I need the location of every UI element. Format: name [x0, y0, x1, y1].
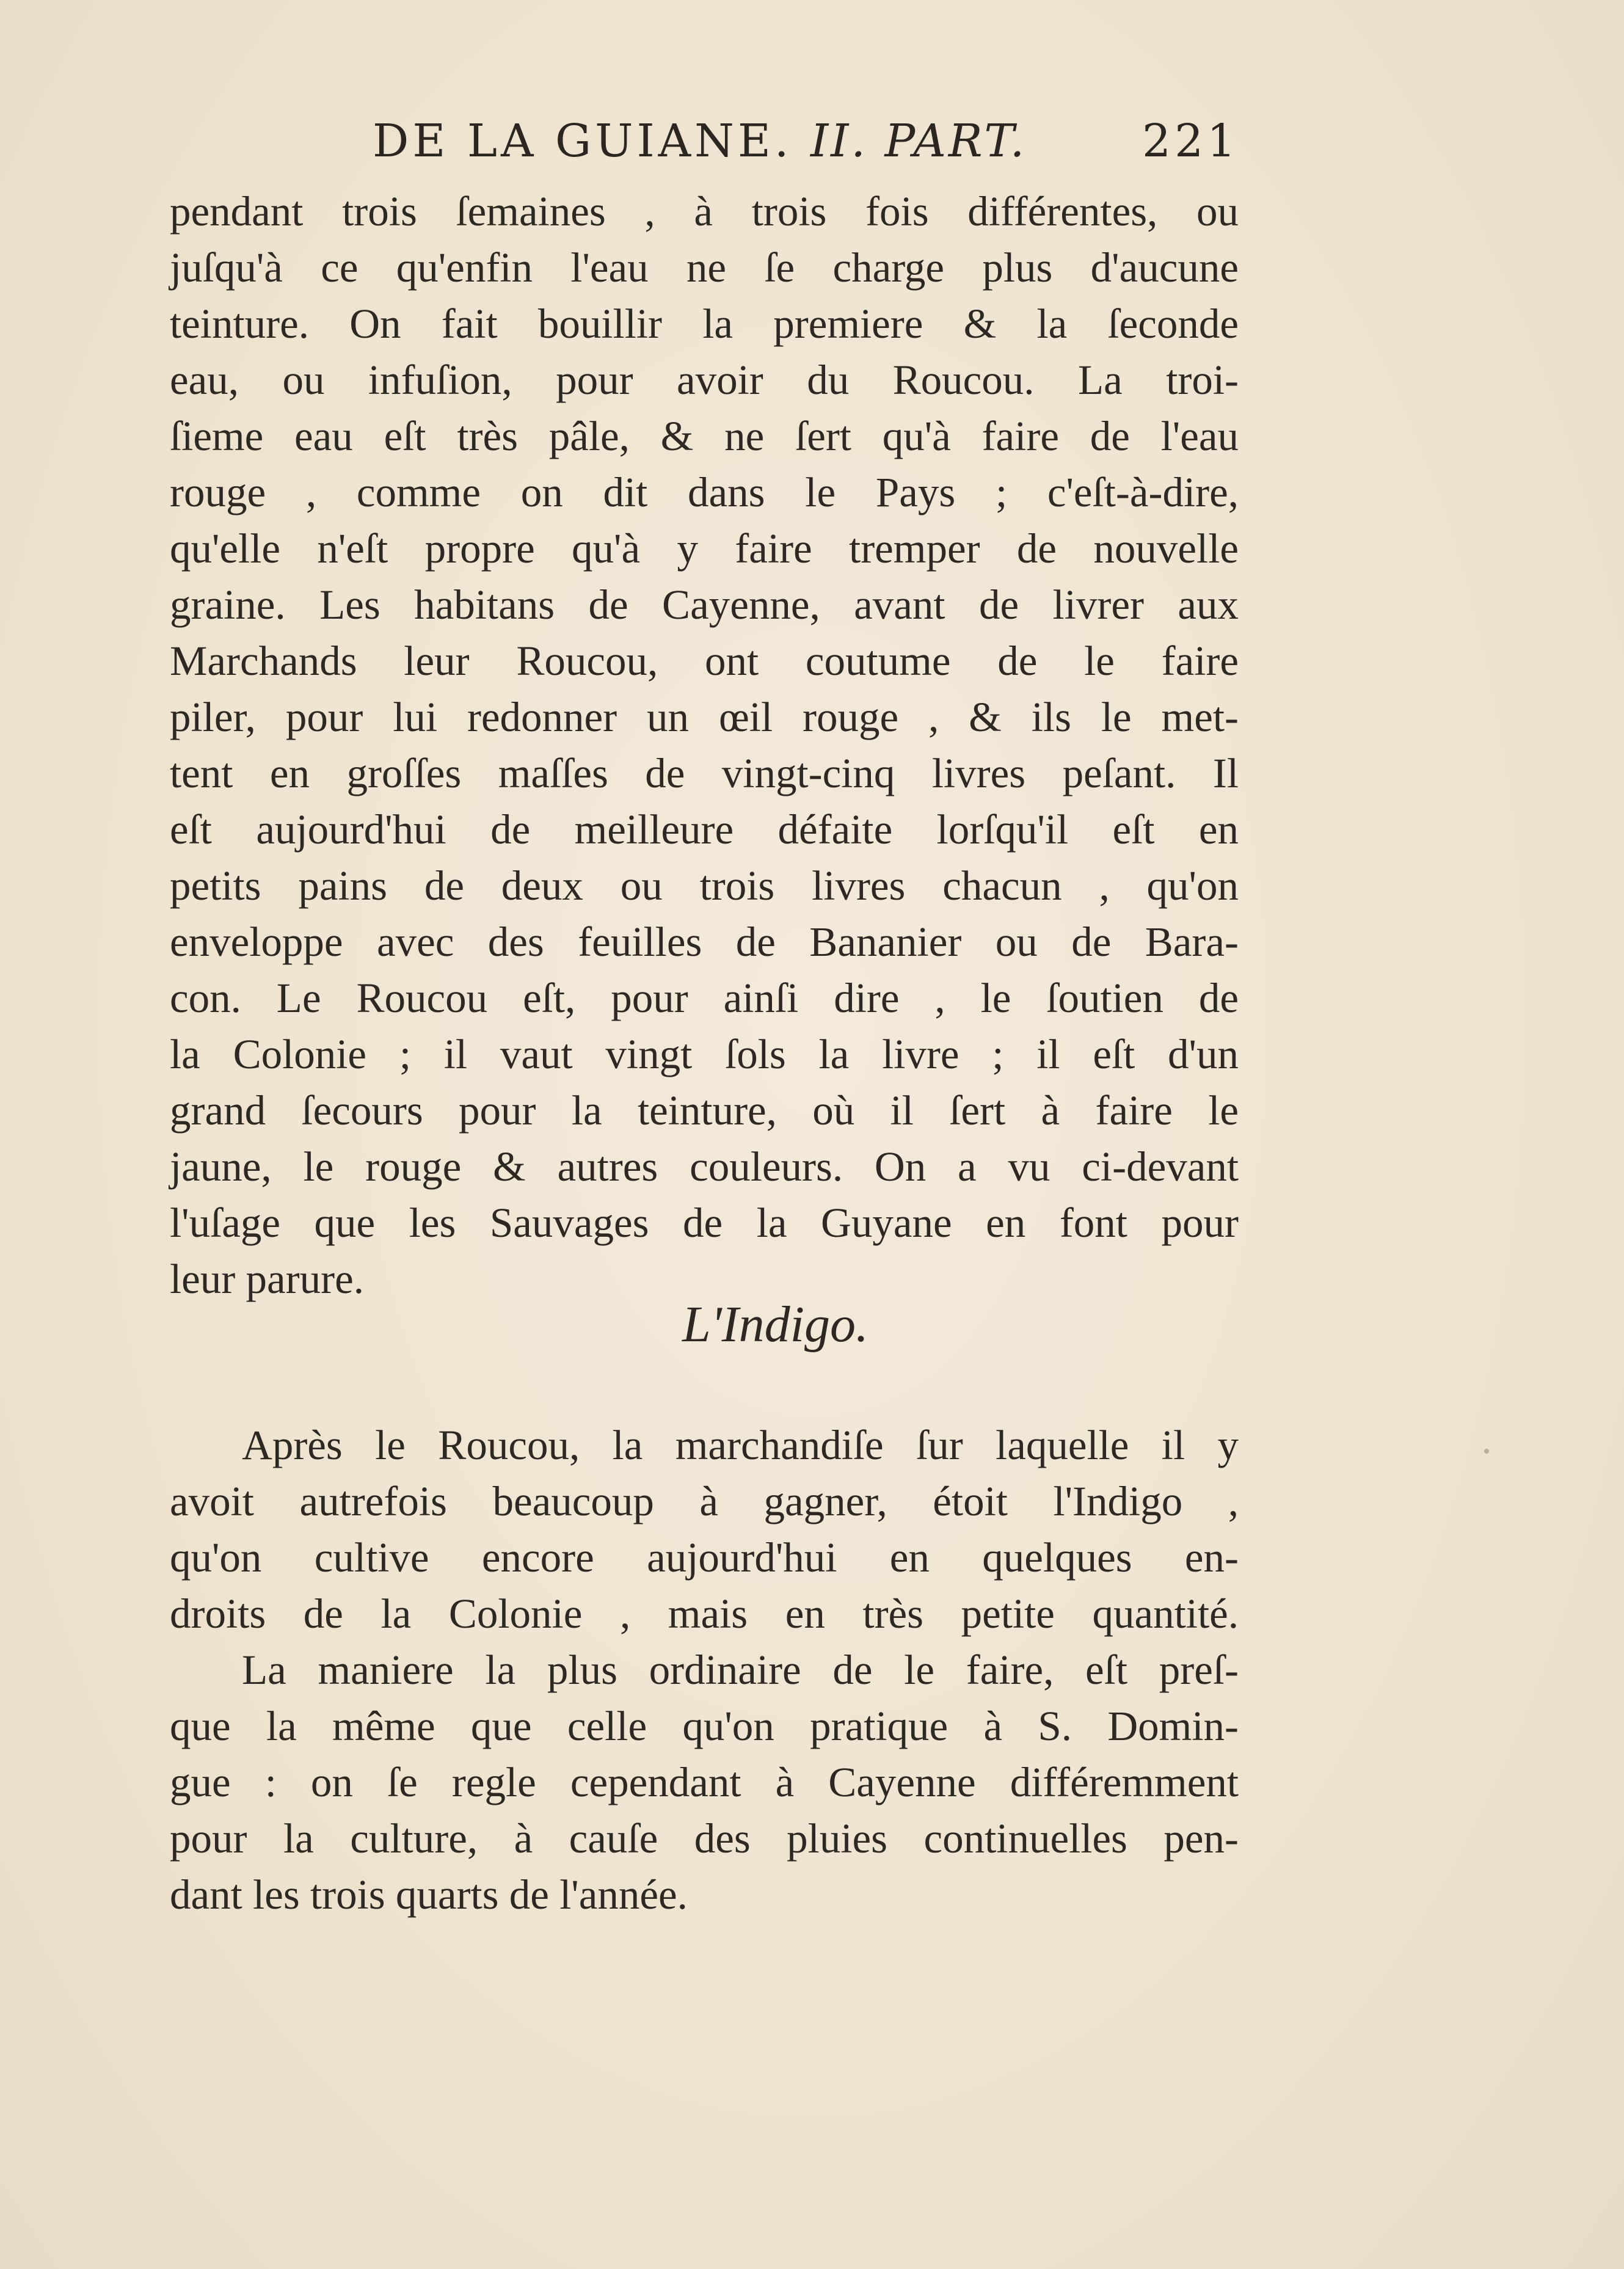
- paragraph-indigo-method: [170, 1642, 1239, 1923]
- text-line: graine. Les habitans de Cayenne, avant de livrer aux: [170, 581, 1239, 628]
- text-line: con. Le Roucou eſt, pour ainſi dire , le ſoutien de: [170, 975, 1239, 1021]
- text-line: tent en groſſes maſſes de vingt-cinq livres peſant. Il: [170, 750, 1239, 796]
- text-line: l'uſage que les Sauvages de la Guyane en font pour: [170, 1200, 1239, 1246]
- text-line: eau, ou infuſion, pour avoir du Roucou. La troi-: [170, 357, 1239, 403]
- text-line: que la même que celle qu'on pratique à S. Domin-: [170, 1703, 1239, 1749]
- text-line: piler, pour lui redonner un œil rouge , & ils le met-: [170, 694, 1239, 740]
- text-line: Après le Roucou, la marchandiſe ſur laquelle il y: [242, 1422, 1239, 1468]
- text-line: Marchands leur Roucou, ont coutume de le faire: [170, 638, 1239, 684]
- text-line: ſieme eau eſt très pâle, & ne ſert qu'à faire de l'eau: [170, 413, 1239, 459]
- text-line: pendant trois ſemaines , à trois fois différentes, ou: [170, 188, 1239, 235]
- text-line: teinture. On fait bouillir la premiere & la ſeconde: [170, 300, 1239, 347]
- paragraph-roucou: [170, 183, 1239, 1307]
- text-line: La maniere la plus ordinaire de le faire, eſt preſ-: [242, 1647, 1239, 1693]
- page-number: 221: [1142, 115, 1240, 167]
- text-line: eſt aujourd'hui de meilleure défaite lorſqu'il eſt en: [170, 806, 1239, 853]
- text-line: jaune, le rouge & autres couleurs. On a vu ci-devant: [170, 1143, 1239, 1190]
- running-header: [0, 115, 1624, 182]
- text-line: qu'on cultive encore aujourd'hui en quelques en-: [170, 1534, 1239, 1581]
- running-title-text: DE LA GUIANE.: [373, 115, 793, 167]
- text-line: grand ſecours pour la teinture, où il ſert à faire le: [170, 1087, 1239, 1134]
- text-line: droits de la Colonie , mais en très petite quantité.: [170, 1590, 1239, 1637]
- text-line: avoit autrefois beaucoup à gagner, étoit l'Indigo ,: [170, 1478, 1239, 1524]
- section-heading-text: L'Indigo.: [682, 1296, 868, 1353]
- text-line: leur parure.: [170, 1256, 364, 1302]
- text-line: gue : on ſe regle cependant à Cayenne différemment: [170, 1759, 1239, 1805]
- text-line: pour la culture, à cauſe des pluies continuelles pen-: [170, 1815, 1239, 1862]
- text-line: petits pains de deux ou trois livres chacun , qu'on: [170, 862, 1239, 909]
- paper-speck: [1484, 1449, 1489, 1454]
- text-line: qu'elle n'eſt propre qu'à y faire tremper de nouvelle: [170, 525, 1239, 572]
- section-heading: [0, 1295, 1624, 1354]
- running-title: [373, 115, 1027, 167]
- text-line: enveloppe avec des feuilles de Bananier ou de Bara-: [170, 919, 1239, 965]
- part-label: II. PART.: [810, 115, 1027, 167]
- text-line: rouge , comme on dit dans le Pays ; c'eſt-à-dire,: [170, 469, 1239, 515]
- text-line: la Colonie ; il vaut vingt ſols la livre ; il eſt d'un: [170, 1031, 1239, 1077]
- paragraph-indigo: [170, 1417, 1239, 1642]
- text-line: juſqu'à ce qu'enfin l'eau ne ſe charge plus d'aucune: [170, 244, 1239, 291]
- text-line: dant les trois quarts de l'année.: [170, 1871, 688, 1918]
